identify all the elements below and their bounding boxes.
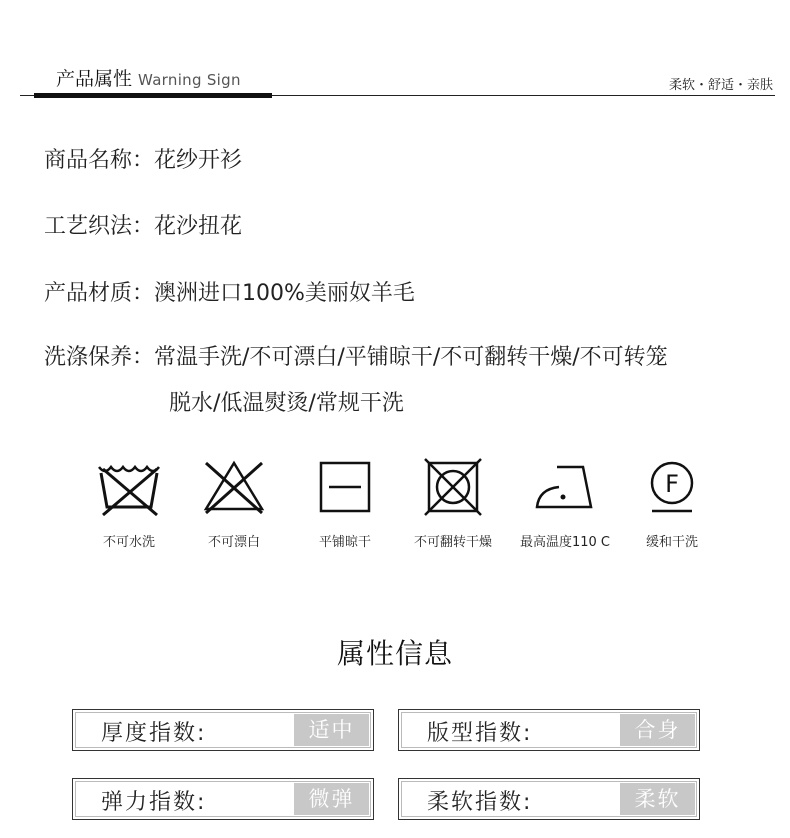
- header-title-en: Warning Sign: [138, 71, 241, 89]
- iron-icon: [529, 455, 601, 519]
- no-water-wash-icon: [93, 455, 165, 519]
- property-elasticity: [72, 778, 374, 820]
- care-icon-label: 不可水洗: [102, 535, 155, 550]
- header-tagline: 柔软・舒适・亲肤: [668, 78, 773, 93]
- care-icon-label: 最高温度110 C: [519, 535, 611, 550]
- care-icon-label: 平铺晾干: [318, 535, 371, 550]
- property-label: 厚度指数:: [101, 721, 207, 746]
- care-icon-label: 不可翻转干燥: [413, 535, 492, 550]
- header-accent-bar: [34, 93, 272, 98]
- property-thickness: [72, 709, 374, 751]
- attribute-value: 花纱开衫: [154, 148, 243, 173]
- care-icon-label: 不可漂白: [207, 535, 260, 550]
- attribute-label: 产品材质：: [44, 281, 155, 306]
- attribute-care: [44, 340, 668, 432]
- care-label: 洗涤保养：: [44, 345, 155, 370]
- no-tumble-dry-icon: [417, 455, 489, 519]
- property-softness: [398, 778, 700, 820]
- attribute-value: 花沙扭花: [154, 214, 243, 239]
- care-line-2: 脱水/低温熨烫/常规干洗: [169, 391, 404, 416]
- care-icon-item: [290, 455, 400, 550]
- dry-clean-letter: F: [665, 470, 679, 498]
- section-title: 属性信息: [336, 637, 453, 670]
- care-icon-item: [398, 455, 508, 550]
- property-value: 适中: [294, 714, 369, 746]
- care-icon-label: 缓和干洗: [645, 535, 698, 550]
- attribute-label: 工艺织法：: [44, 214, 155, 239]
- care-icon-item: [74, 455, 184, 550]
- property-label: 版型指数:: [427, 721, 533, 746]
- property-value: 柔软: [620, 783, 695, 815]
- care-icons-row: [74, 455, 734, 565]
- care-icon-item: [179, 455, 289, 550]
- care-icon-item: [617, 455, 727, 550]
- attribute-material: [44, 276, 415, 307]
- property-fit: [398, 709, 700, 751]
- property-label: 弹力指数:: [101, 790, 207, 815]
- attribute-craft: [44, 209, 242, 240]
- header-title: [56, 64, 241, 91]
- no-bleach-icon: [198, 455, 270, 519]
- attribute-value: 澳洲进口100%美丽奴羊毛: [154, 281, 415, 306]
- property-value: 微弹: [294, 783, 369, 815]
- dry-flat-icon: [309, 455, 381, 519]
- care-icon-item: [510, 455, 620, 550]
- section-header: [20, 0, 775, 100]
- header-title-cn: 产品属性: [56, 68, 133, 90]
- property-value: 合身: [620, 714, 695, 746]
- attribute-label: 商品名称：: [44, 148, 155, 173]
- property-label: 柔软指数:: [427, 790, 533, 815]
- dry-clean-f-icon: [636, 455, 708, 519]
- attribute-product-name: [44, 143, 242, 174]
- care-line-1: 常温手洗/不可漂白/平铺晾干/不可翻转干燥/不可转笼: [154, 345, 668, 370]
